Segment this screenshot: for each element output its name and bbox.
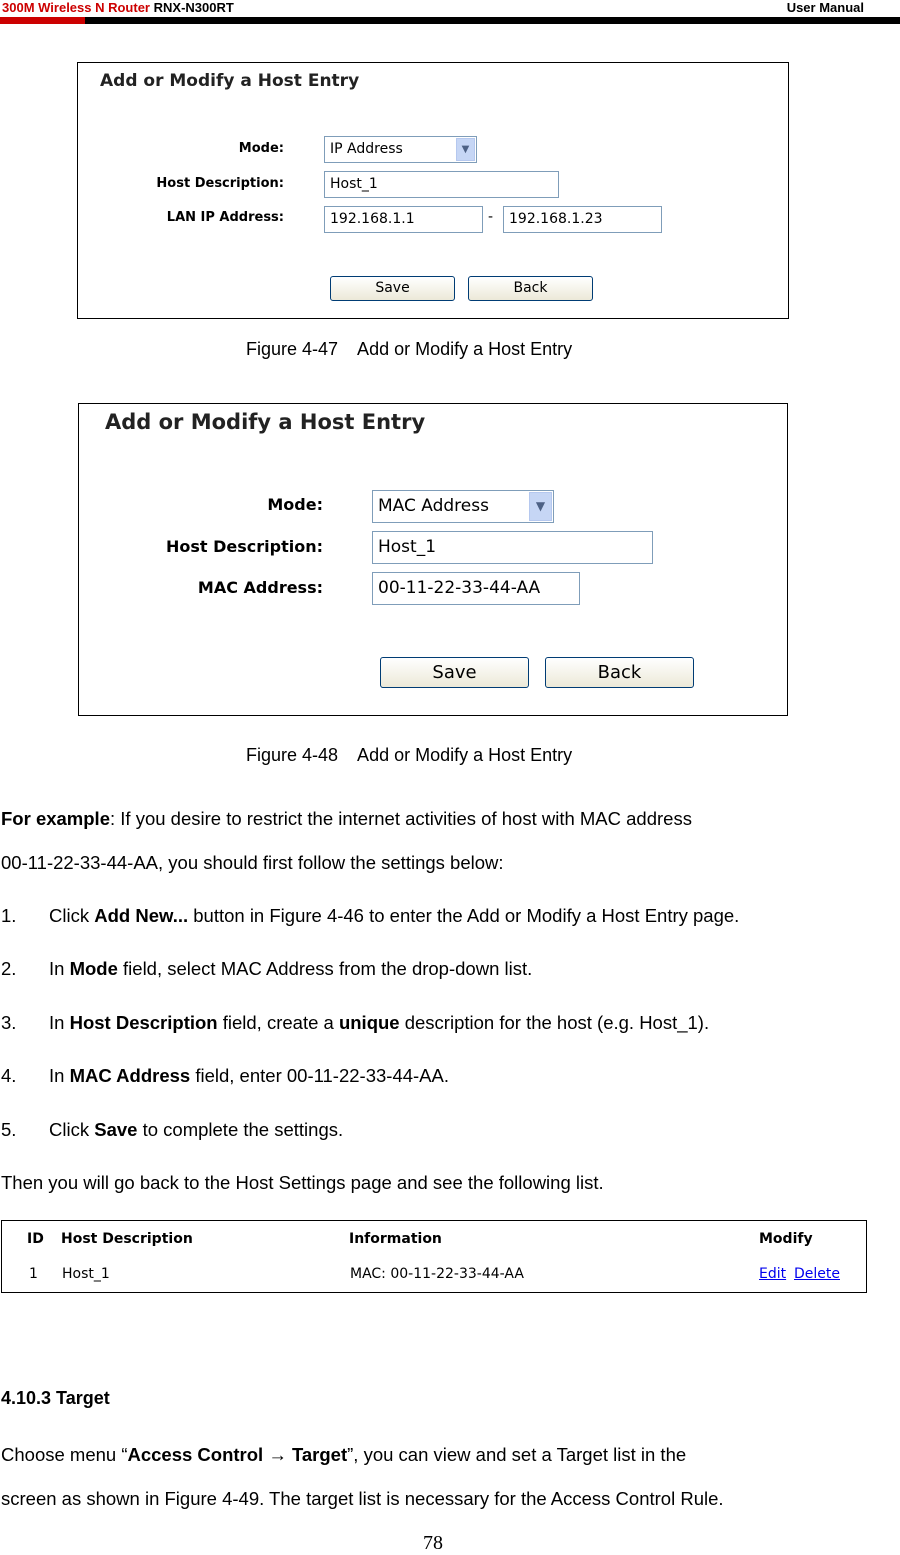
figure-ip-host-entry (77, 62, 789, 319)
host-description-input[interactable]: Host_1 (324, 171, 559, 198)
step-text: field, select MAC Address from the drop-down list. (117, 958, 533, 979)
step-bold: Save (94, 1119, 138, 1140)
row-information: MAC: 00-11-22-33-44-AA (350, 1266, 524, 1282)
figure-caption: Figure 4-48 Add or Modify a Host Entry (246, 745, 573, 765)
page-number: 78 (423, 1532, 443, 1554)
list-item (1, 1119, 343, 1141)
step-text: field, enter 00-11-22-33-44-AA. (190, 1065, 450, 1086)
list-number: 5. (1, 1119, 17, 1140)
ip-range-separator: - (488, 209, 494, 225)
row-id: 1 (29, 1266, 38, 1282)
delete-link[interactable]: Delete (794, 1266, 840, 1282)
example-text: : If you desire to restrict the internet activities of host with MAC address (110, 808, 692, 829)
step-text: description for the host (e.g. Host_1). (399, 1012, 710, 1033)
section-paragraph-line2: screen as shown in Figure 4-49. The target list is necessary for the Access Control Rule. (1, 1488, 724, 1509)
list-number: 2. (1, 958, 17, 979)
header-brand: 300M Wireless N Router (2, 0, 150, 15)
step-text: In (49, 1012, 70, 1033)
header-bar (0, 17, 900, 24)
list-number: 4. (1, 1065, 17, 1086)
row-host-description: Host_1 (62, 1266, 110, 1282)
step-text: button in Figure 4-46 to enter the Add or Modify a Host Entry page. (188, 905, 740, 926)
back-button[interactable]: Back (545, 657, 694, 688)
list-item (1, 958, 532, 980)
step-bold: Add New... (94, 905, 189, 926)
menu-path: Access Control → Target (127, 1444, 348, 1465)
lan-ip-start-input[interactable]: 192.168.1.1 (324, 206, 483, 233)
list-item (1, 1012, 709, 1034)
col-header-information: Information (349, 1231, 442, 1247)
step-bold: unique (338, 1012, 400, 1033)
step-text: In (49, 958, 70, 979)
back-button[interactable]: Back (468, 276, 593, 301)
save-button[interactable]: Save (380, 657, 529, 688)
section-text: Choose menu “ (1, 1444, 128, 1465)
step-bold: MAC Address (69, 1065, 191, 1086)
section-heading: 4.10.3 Target (1, 1388, 110, 1408)
chevron-down-icon[interactable]: ▼ (456, 138, 475, 161)
header-model: RNX-N300RT (153, 0, 234, 15)
edit-link[interactable]: Edit (759, 1266, 787, 1282)
host-description-label: Host Description: (156, 176, 284, 191)
host-description-label: Host Description: (165, 537, 323, 556)
step-text: In (49, 1065, 70, 1086)
header-manual: User Manual (786, 0, 864, 15)
step-text: field, create a (217, 1012, 339, 1033)
mode-select-value: IP Address (330, 141, 403, 157)
example-label: For example (1, 808, 110, 829)
step-bold: Host Description (69, 1012, 218, 1033)
step-text: to complete the settings. (137, 1119, 344, 1140)
example-paragraph (1, 808, 692, 830)
lan-ip-label: LAN IP Address: (166, 210, 284, 225)
save-button[interactable]: Save (330, 276, 455, 301)
figure-caption: Figure 4-47 Add or Modify a Host Entry (246, 339, 573, 359)
col-header-host-description: Host Description (61, 1231, 193, 1247)
col-header-modify: Modify (759, 1231, 813, 1247)
step-bold: Mode (69, 958, 118, 979)
mode-select[interactable] (372, 490, 554, 523)
section-text: ”, you can view and set a Target list in the (347, 1444, 687, 1465)
mode-select[interactable] (324, 136, 477, 163)
step-text: Click (49, 905, 95, 926)
header-title (2, 0, 234, 15)
chevron-down-icon[interactable]: ▼ (529, 492, 552, 521)
mac-address-input[interactable]: 00-11-22-33-44-AA (372, 572, 580, 605)
figure-mac-host-entry (78, 403, 788, 716)
list-item (1, 1065, 449, 1087)
mode-label: Mode: (267, 495, 323, 514)
mode-label: Mode: (238, 141, 284, 156)
list-number: 1. (1, 905, 17, 926)
example-paragraph-line2: 00-11-22-33-44-AA, you should first follow the settings below: (1, 852, 504, 873)
mode-select-value: MAC Address (378, 496, 489, 516)
section-paragraph (1, 1444, 686, 1466)
figure-title: Add or Modify a Host Entry (105, 410, 426, 434)
list-item (1, 905, 739, 927)
host-description-input[interactable]: Host_1 (372, 531, 653, 564)
then-paragraph: Then you will go back to the Host Settings page and see the following list. (1, 1172, 604, 1193)
figure-title: Add or Modify a Host Entry (100, 71, 360, 91)
list-number: 3. (1, 1012, 17, 1033)
lan-ip-end-input[interactable]: 192.168.1.23 (503, 206, 662, 233)
host-list-table (1, 1220, 867, 1293)
col-header-id: ID (27, 1231, 44, 1247)
step-text: Click (49, 1119, 95, 1140)
mac-address-label: MAC Address: (197, 578, 323, 597)
page-header (0, 0, 900, 26)
